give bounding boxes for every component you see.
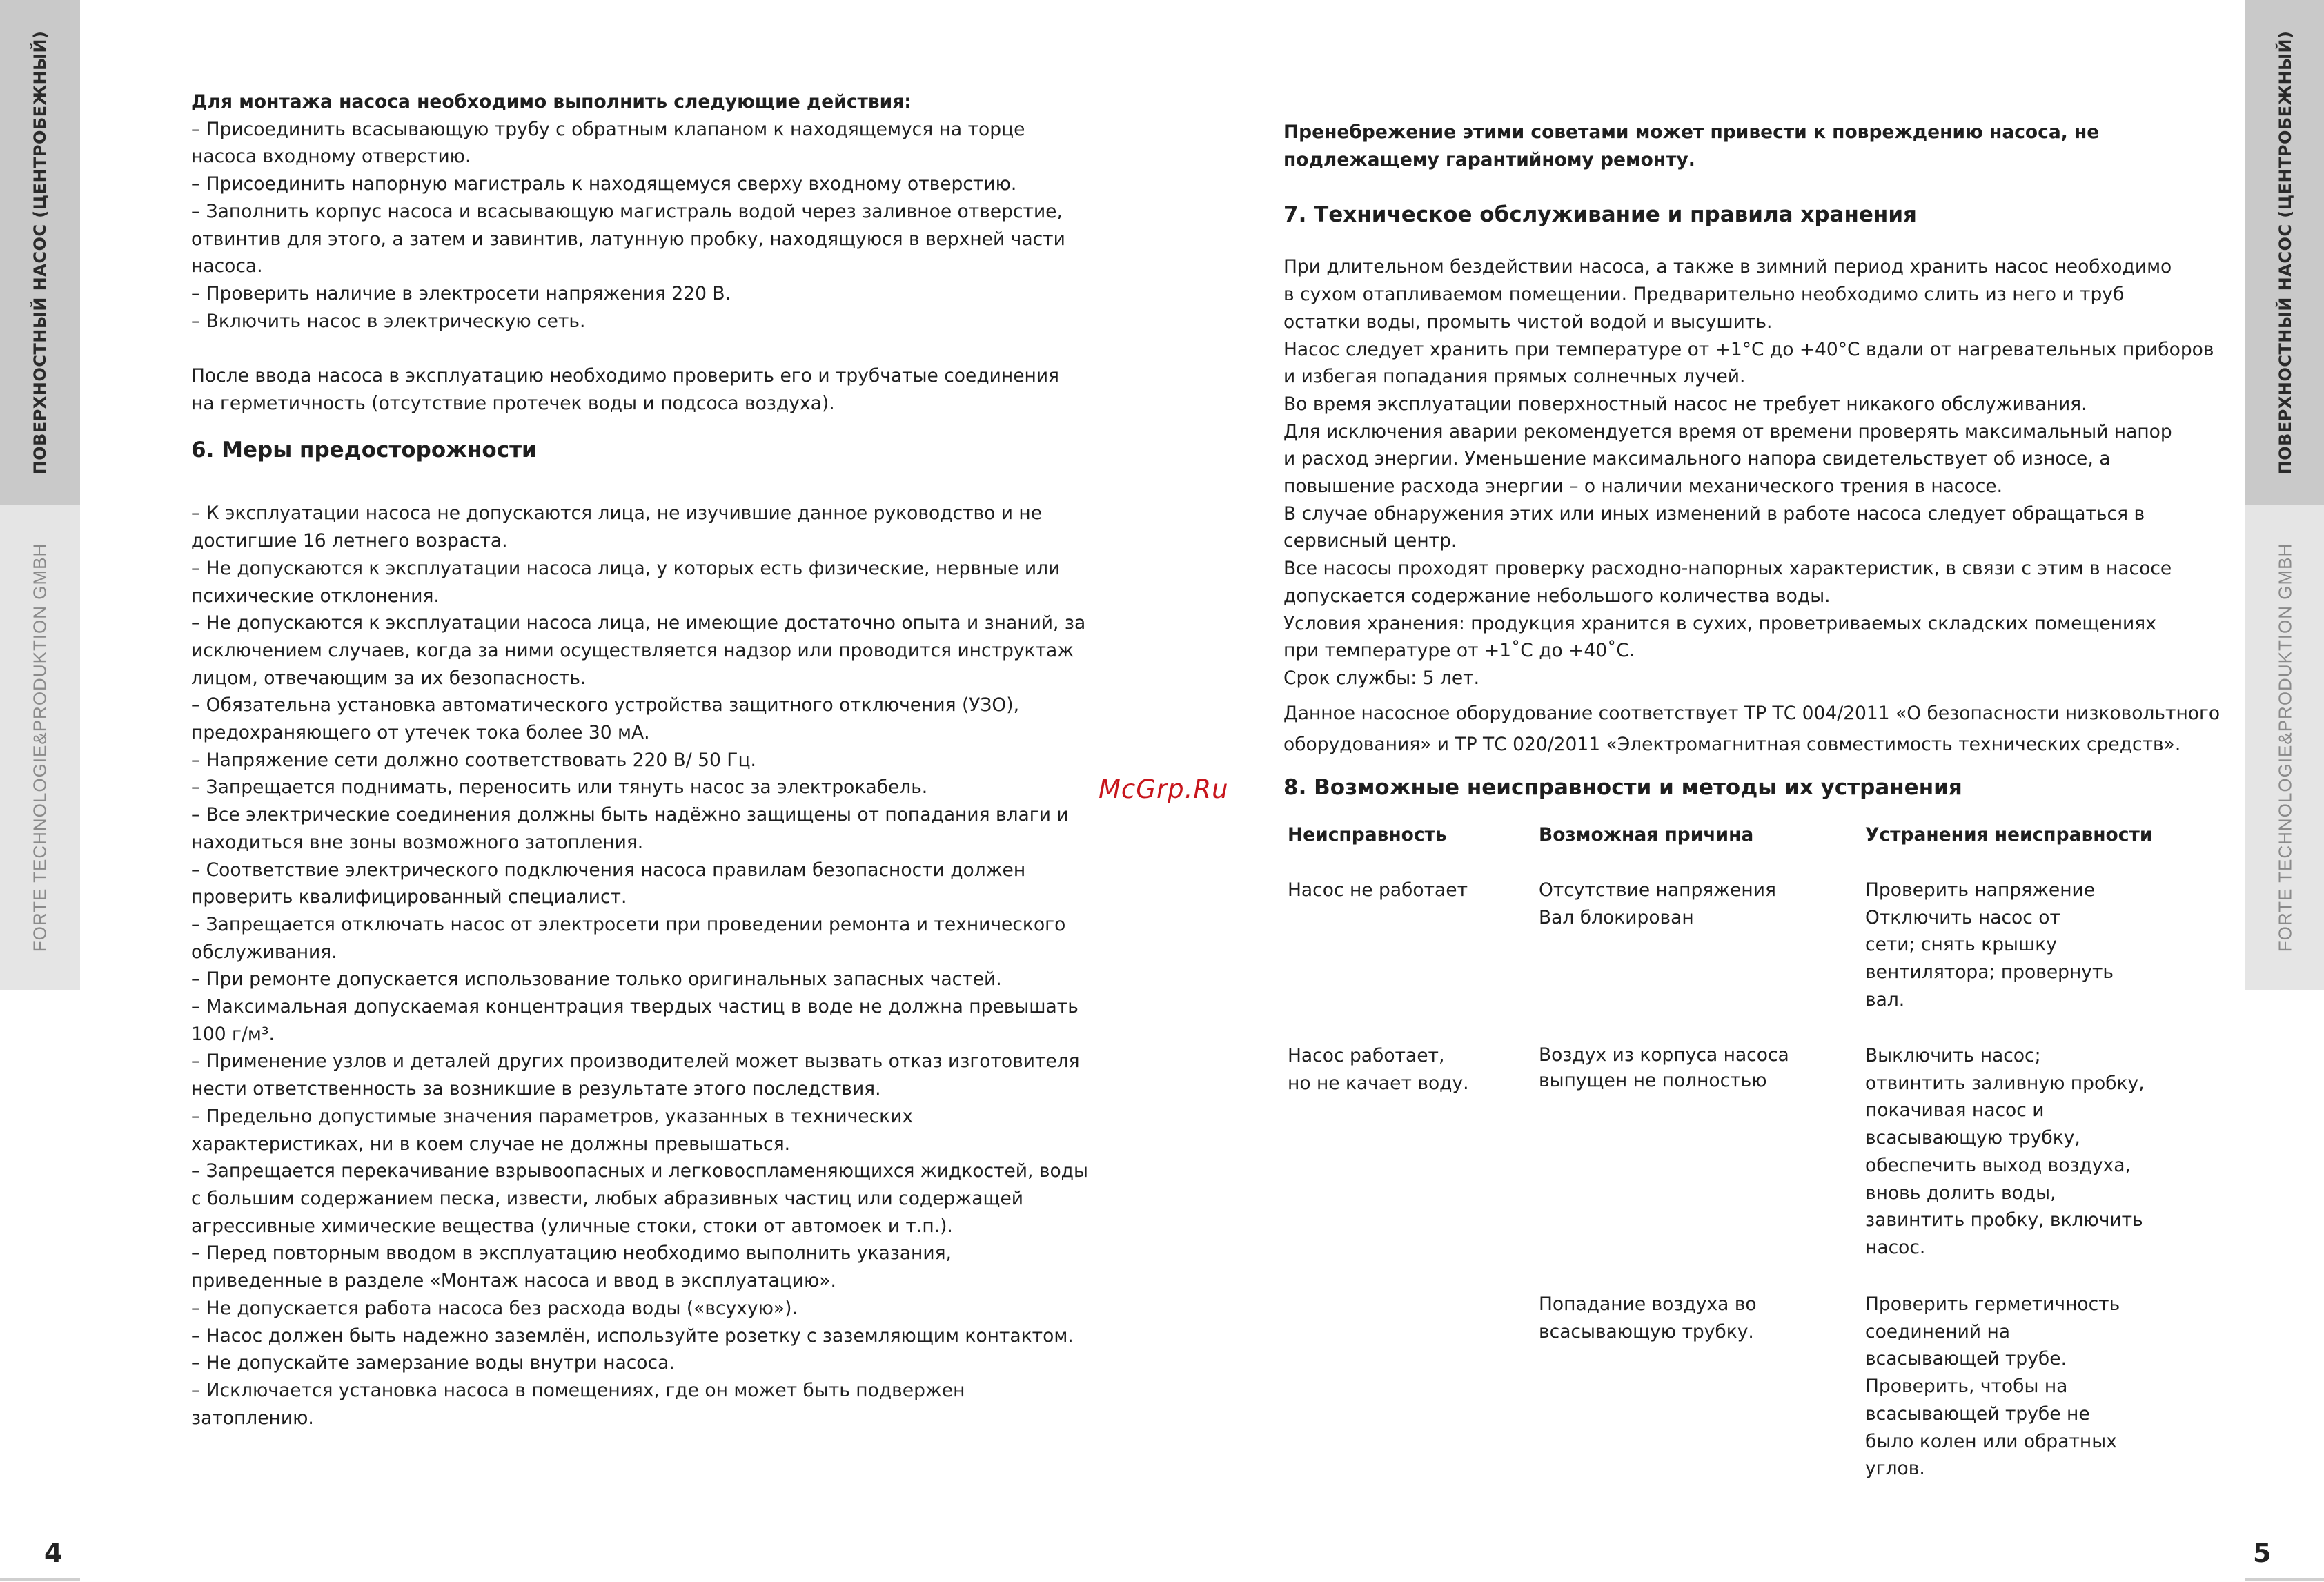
- text-line: – К эксплуатации насоса не допускаются лица, не изучившие данное руководство и не: [191, 502, 1043, 525]
- text-line: Попадание воздуха во: [1539, 1293, 1757, 1315]
- left-tab-title: ПОВЕРХНОСТНЫЙ НАСОС (ЦЕНТРОБЕЖНЫЙ): [30, 30, 50, 475]
- table-header-cause: Возможная причина: [1539, 824, 1754, 846]
- text-line: всасывающую трубку,: [1865, 1127, 2080, 1149]
- after-install-note: [191, 362, 1074, 417]
- left-tab-brand: FORTE TECHNOLOGIE&PRODUKTION GMBH: [29, 543, 50, 953]
- text-line: всасывающую трубку.: [1539, 1320, 1754, 1342]
- text-line: затоплению.: [191, 1407, 314, 1429]
- text-line: психические отклонения.: [191, 585, 440, 607]
- text-line: – Не допускайте замерзание воды внутри насоса.: [191, 1352, 675, 1374]
- text-line: насос.: [1865, 1236, 1926, 1258]
- text-line: Насос работает,: [1288, 1045, 1445, 1066]
- row2-fix: [1865, 1042, 2145, 1262]
- row1-fault: [1288, 877, 1468, 904]
- text-line: предохраняющего от утечек тока более 30 мА.: [191, 722, 650, 744]
- text-line: было колен или обратных: [1865, 1430, 2117, 1452]
- text-line: Срок службы: 5 лет.: [1283, 667, 1480, 689]
- page-number-left: 4: [44, 1538, 63, 1568]
- row2-fault: [1288, 1042, 1469, 1097]
- text-line: – Присоединить напорную магистраль к находящемуся сверху входному отверстию.: [191, 173, 1017, 195]
- page-number-right: 5: [2253, 1538, 2272, 1568]
- section7-title: 7. Техническое обслуживание и правила хранения: [1283, 202, 1917, 228]
- text-line: Проверить, чтобы на: [1865, 1376, 2068, 1398]
- text-line: 100 г/м³.: [191, 1023, 275, 1045]
- text-line: После ввода насоса в эксплуатацию необходимо проверить его и трубчатые соединения: [191, 365, 1059, 387]
- precautions-list: [191, 500, 1088, 1432]
- text-line: подлежащему гарантийному ремонту.: [1283, 148, 1695, 170]
- text-line: Отключить насос от: [1865, 906, 2060, 928]
- text-line: Условия хранения: продукция хранится в сухих, проветриваемых складских помещениях: [1283, 612, 2156, 634]
- text-line: – Запрещается отключать насос от электросети при проведении ремонта и технического: [191, 913, 1066, 935]
- text-line: Все насосы проходят проверку расходно-напорных характеристик, в связи с этим в насосе: [1283, 558, 2172, 580]
- text-line: допускается содержание небольшого количества воды.: [1283, 585, 1831, 607]
- text-line: отвинтив для этого, а затем и завинтив, латунную пробку, находящуюся в верхней части: [191, 228, 1065, 250]
- text-line: В случае обнаружения этих или иных изменений в работе насоса следует обращаться в: [1283, 502, 2145, 525]
- install-heading: Для монтажа насоса необходимо выполнить следующие действия:: [191, 91, 912, 113]
- text-line: и избегая попадания прямых солнечных лучей.: [1283, 366, 1746, 388]
- section8-title: 8. Возможные неисправности и методы их устранения: [1283, 774, 1962, 800]
- right-page-content: [1283, 119, 2220, 801]
- text-line: При длительном бездействии насоса, а также в зимний период хранить насос необходимо: [1283, 256, 2172, 278]
- row2-cause: [1539, 1042, 1789, 1093]
- text-line: сети; снять крышку: [1865, 934, 2057, 956]
- text-line: Во время эксплуатации поверхностный насос не требует никакого обслуживания.: [1283, 393, 2087, 415]
- text-line: Пренебрежение этими советами может привести к повреждению насоса, не: [1283, 121, 2100, 143]
- text-line: Выключить насос;: [1865, 1045, 2041, 1066]
- right-tab-brand: FORTE TECHNOLOGIE&PRODUKTION GMBH: [2274, 543, 2296, 953]
- text-line: приведенные в разделе «Монтаж насоса и ввод в эксплуатацию».: [191, 1270, 836, 1292]
- text-line: вентилятора; провернуть: [1865, 961, 2114, 984]
- text-line: – Не допускается работа насоса без расхода воды («всухую»).: [191, 1297, 798, 1319]
- text-line: в сухом отапливаемом помещении. Предварительно необходимо слить из него и труб: [1283, 284, 2125, 306]
- table-header-fault: Неисправность: [1288, 824, 1447, 846]
- text-line: вал.: [1865, 988, 1905, 1010]
- text-line: сервисный центр.: [1283, 530, 1457, 552]
- text-line: агрессивные химические вещества (уличные стоки, стоки от автомоек и т.п.).: [191, 1215, 953, 1237]
- text-line: и расход энергии. Уменьшение максимального напора свидетельствует об износе, а: [1283, 448, 2111, 470]
- text-line: – Запрещается перекачивание взрывоопасных и легковоспламеняющихся жидкостей, воды: [191, 1160, 1088, 1182]
- text-line: оборудования» и ТР ТС 020/2011 «Электромагнитная совместимость технических средств».: [1283, 733, 2181, 755]
- text-line: проверить квалифицированный специалист.: [191, 886, 627, 908]
- text-line: находиться вне зоны возможного затопления.: [191, 831, 644, 853]
- maintenance-text: [1283, 253, 2214, 692]
- text-line: Насос следует хранить при температуре от +1°С до +40°С вдали от нагревательных приборов: [1283, 338, 2214, 360]
- text-line: – Напряжение сети должно соответствовать 220 В/ 50 Гц.: [191, 749, 756, 771]
- text-line: достигшие 16 летнего возраста.: [191, 530, 508, 552]
- text-line: Воздух из корпуса насоса: [1539, 1044, 1789, 1066]
- footer-rule-left: [0, 1578, 80, 1581]
- compliance-text: [1283, 698, 2220, 760]
- text-line: – Применение узлов и деталей других производителей может вызвать отказ изготовителя: [191, 1051, 1080, 1073]
- row3-cause: [1539, 1291, 1757, 1345]
- text-line: нести ответственность за возникшие в результате этого последствия.: [191, 1078, 881, 1100]
- text-line: соединений на: [1865, 1320, 2011, 1342]
- right-side-tab: [2245, 0, 2324, 990]
- text-line: всасывающей трубе.: [1865, 1348, 2067, 1370]
- text-line: исключением случаев, когда за ними осуществляется надзор или проводится инструктаж: [191, 639, 1074, 661]
- text-line: – Запрещается поднимать, переносить или тянуть насос за электрокабель.: [191, 777, 928, 799]
- text-line: – Не допускаются к эксплуатации насоса лица, у которых есть физические, нервные или: [191, 557, 1061, 579]
- text-line: насоса.: [191, 255, 263, 277]
- text-line: – Предельно допустимые значения параметров, указанных в технических: [191, 1105, 914, 1127]
- watermark: McGrp.Ru: [1099, 774, 1229, 804]
- text-line: – Максимальная допускаемая концентрация твердых частиц в воде не должна превышать: [191, 996, 1079, 1018]
- text-line: выпущен не полностью: [1539, 1070, 1767, 1091]
- row1-fix: [1865, 877, 2114, 1014]
- text-line: Проверить напряжение: [1865, 879, 2096, 901]
- text-line: насоса входному отверстию.: [191, 146, 471, 168]
- text-line: лицом, отвечающим за их безопасность.: [191, 667, 587, 689]
- text-line: но не качает воду.: [1288, 1072, 1469, 1094]
- warning-note: [1283, 119, 2194, 173]
- text-line: повышение расхода энергии – о наличии механического трения в насосе.: [1283, 476, 2003, 498]
- text-line: – Насос должен быть надежно заземлён, используйте розетку с заземляющим контактом.: [191, 1325, 1074, 1347]
- text-line: – Соответствие электрического подключения насоса правилам безопасности должен: [191, 859, 1026, 881]
- text-line: – Проверить наличие в электросети напряжения 220 В.: [191, 282, 731, 304]
- text-line: завинтить пробку, включить: [1865, 1209, 2143, 1231]
- left-page-content: [191, 88, 1088, 1432]
- text-line: при температуре от +1˚С до +40˚С.: [1283, 640, 1635, 662]
- row3-fix: [1865, 1291, 2120, 1483]
- text-line: – Заполнить корпус насоса и всасывающую магистраль водой через заливное отверстие,: [191, 200, 1063, 222]
- text-line: с большим содержанием песка, извести, любых абразивных частиц или содержащей: [191, 1188, 1023, 1209]
- right-tab-title: ПОВЕРХНОСТНЫЙ НАСОС (ЦЕНТРОБЕЖНЫЙ): [2276, 30, 2295, 475]
- row1-cause: [1539, 877, 1776, 931]
- text-line: – Перед повторным вводом в эксплуатацию необходимо выполнить указания,: [191, 1242, 952, 1264]
- text-line: покачивая насос и: [1865, 1100, 2045, 1122]
- install-steps: [191, 116, 1074, 335]
- text-line: – Исключается установка насоса в помещениях, где он может быть подвержен: [191, 1379, 965, 1401]
- text-line: обеспечить выход воздуха,: [1865, 1154, 2131, 1176]
- text-line: на герметичность (отсутствие протечек воды и подсоса воздуха).: [191, 392, 835, 414]
- text-line: Проверить герметичность: [1865, 1293, 2120, 1315]
- text-line: – При ремонте допускается использование только оригинальных запасных частей.: [191, 968, 1002, 990]
- table-header-fix: Устранения неисправности: [1865, 824, 2153, 846]
- text-line: – Включить насос в электрическую сеть.: [191, 310, 586, 332]
- text-line: – Обязательна установка автоматического устройства защитного отключения (УЗО),: [191, 694, 1020, 716]
- text-line: остатки воды, промыть чистой водой и высушить.: [1283, 311, 1773, 333]
- text-line: – Присоединить всасывающую трубу с обратным клапаном к находящемуся на торце: [191, 118, 1025, 140]
- text-line: вновь долить воды,: [1865, 1182, 2056, 1204]
- text-line: – Все электрические соединения должны быть надёжно защищены от попадания влаги и: [191, 804, 1069, 826]
- text-line: обслуживания.: [191, 941, 337, 963]
- footer-rule-right: [2245, 1578, 2324, 1581]
- text-line: отвинтить заливную пробку,: [1865, 1072, 2145, 1094]
- text-line: Данное насосное оборудование соответствует ТР ТС 004/2011 «О безопасности низковольтного: [1283, 702, 2220, 724]
- left-side-tab: [0, 0, 80, 990]
- text-line: Отсутствие напряжения: [1539, 879, 1776, 901]
- text-line: Вал блокирован: [1539, 906, 1694, 928]
- text-line: – Не допускаются к эксплуатации насоса лица, не имеющие достаточно опыта и знаний, за: [191, 612, 1086, 634]
- text-line: Для исключения аварии рекомендуется время от времени проверять максимальный напор: [1283, 420, 2172, 442]
- text-line: Насос не работает: [1288, 879, 1468, 901]
- text-line: углов.: [1865, 1458, 1925, 1480]
- text-line: всасывающей трубе не: [1865, 1403, 2090, 1425]
- text-line: характеристиках, ни в коем случае не должны превышаться.: [191, 1133, 791, 1155]
- section6-title: 6. Меры предосторожности: [191, 438, 537, 463]
